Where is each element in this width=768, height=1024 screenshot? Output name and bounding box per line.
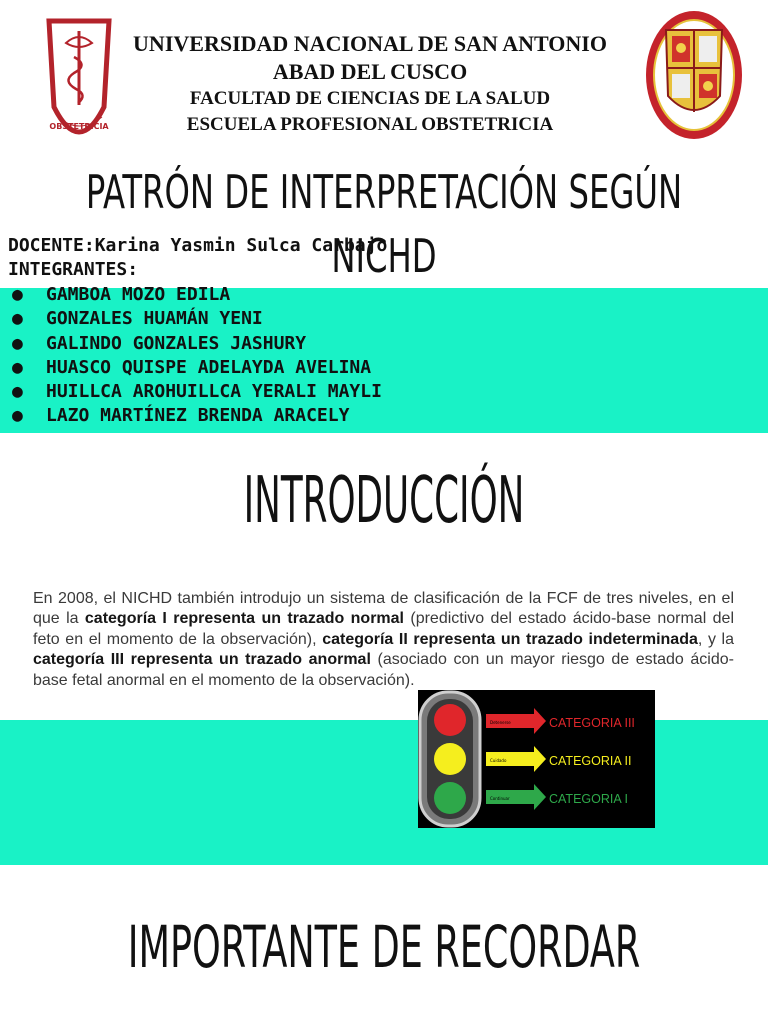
section-heading-important: IMPORTANTE DE RECORDAR [127,913,641,981]
intro-heading: INTRODUCCIÓN [243,464,525,538]
logo-left-text: OBSTETRICIA [49,122,109,131]
category-1-text: categoría I representa un trazado normal [84,610,404,628]
member-name: HUILLCA AROHUILLCA YERALI MAYLI [46,381,382,403]
docente-line: DOCENTE:Karina Yasmin Sulca Carbajo [8,235,388,256]
university-name-line1: UNIVERSIDAD NACIONAL DE SAN ANTONIO [133,31,607,56]
page-title: PATRÓN DE INTERPRETACIÓN SEGÚN NICHD [85,165,683,283]
faculty-name: FACULTAD DE CIENCIAS DE LA SALUD [189,88,551,109]
list-item: ● GAMBOA MOZO EDILA [12,284,231,305]
arrow-label-continue: Continuar [490,796,510,801]
yellow-light [434,743,466,775]
university-name-line2: ABAD DEL CUSCO [272,59,468,84]
category-2-text: categoría II representa un trazado indeterminada [322,630,698,648]
list-item: ● HUASCO QUISPE ADELAYDA AVELINA [12,356,372,378]
list-item: ● LAZO MARTÍNEZ BRENDA ARACELY [12,405,350,427]
category-1-label: CATEGORIA I [549,792,628,806]
arrow-label-stop: Detenerse [490,720,511,725]
member-name: GONZALES HUAMÁN YENI [46,308,263,330]
members-list [8,283,382,429]
member-name: GALINDO GONZALES JASHURY [46,332,307,354]
arrow-label-caution: Cuidado [490,758,507,763]
category-3-text: categoría III representa un trazado anormal [33,651,371,669]
list-item: ● GONZALES HUAMÁN YENI [12,308,263,330]
integrantes-label: INTEGRANTES: [8,259,139,280]
red-light [434,704,466,736]
traffic-light-image [418,690,655,828]
university-seal-logo [644,8,744,142]
member-name: GAMBOA MOZO EDILA [46,284,231,305]
member-name: LAZO MARTÍNEZ BRENDA ARACELY [46,405,350,427]
category-3-label: CATEGORIA III [549,716,635,730]
member-name: HUASCO QUISPE ADELAYDA AVELINA [46,356,372,378]
intro-paragraph: En 2008, el NICHD también introdujo un sistema de clasificación de la FCF de tres niveles, en el que la categoría I representa un trazado normal (predictivo del estado ácido-base normal del feto en el momento de la observación), categoría II representa un trazado indeterminada, y la categoría III representa un trazado anormal (asociado con un mayor riesgo de estado ácido-base fetal anormal en el momento de la observación). [33,590,735,689]
green-light [434,782,466,814]
school-name: ESCUELA PROFESIONAL OBSTETRICIA [186,114,554,135]
university-header [100,30,640,138]
list-item: ● HUILLCA AROHUILLCA YERALI MAYLI [12,381,382,403]
list-item: ● GALINDO GONZALES JASHURY [12,332,307,354]
category-2-label: CATEGORIA II [549,754,632,768]
